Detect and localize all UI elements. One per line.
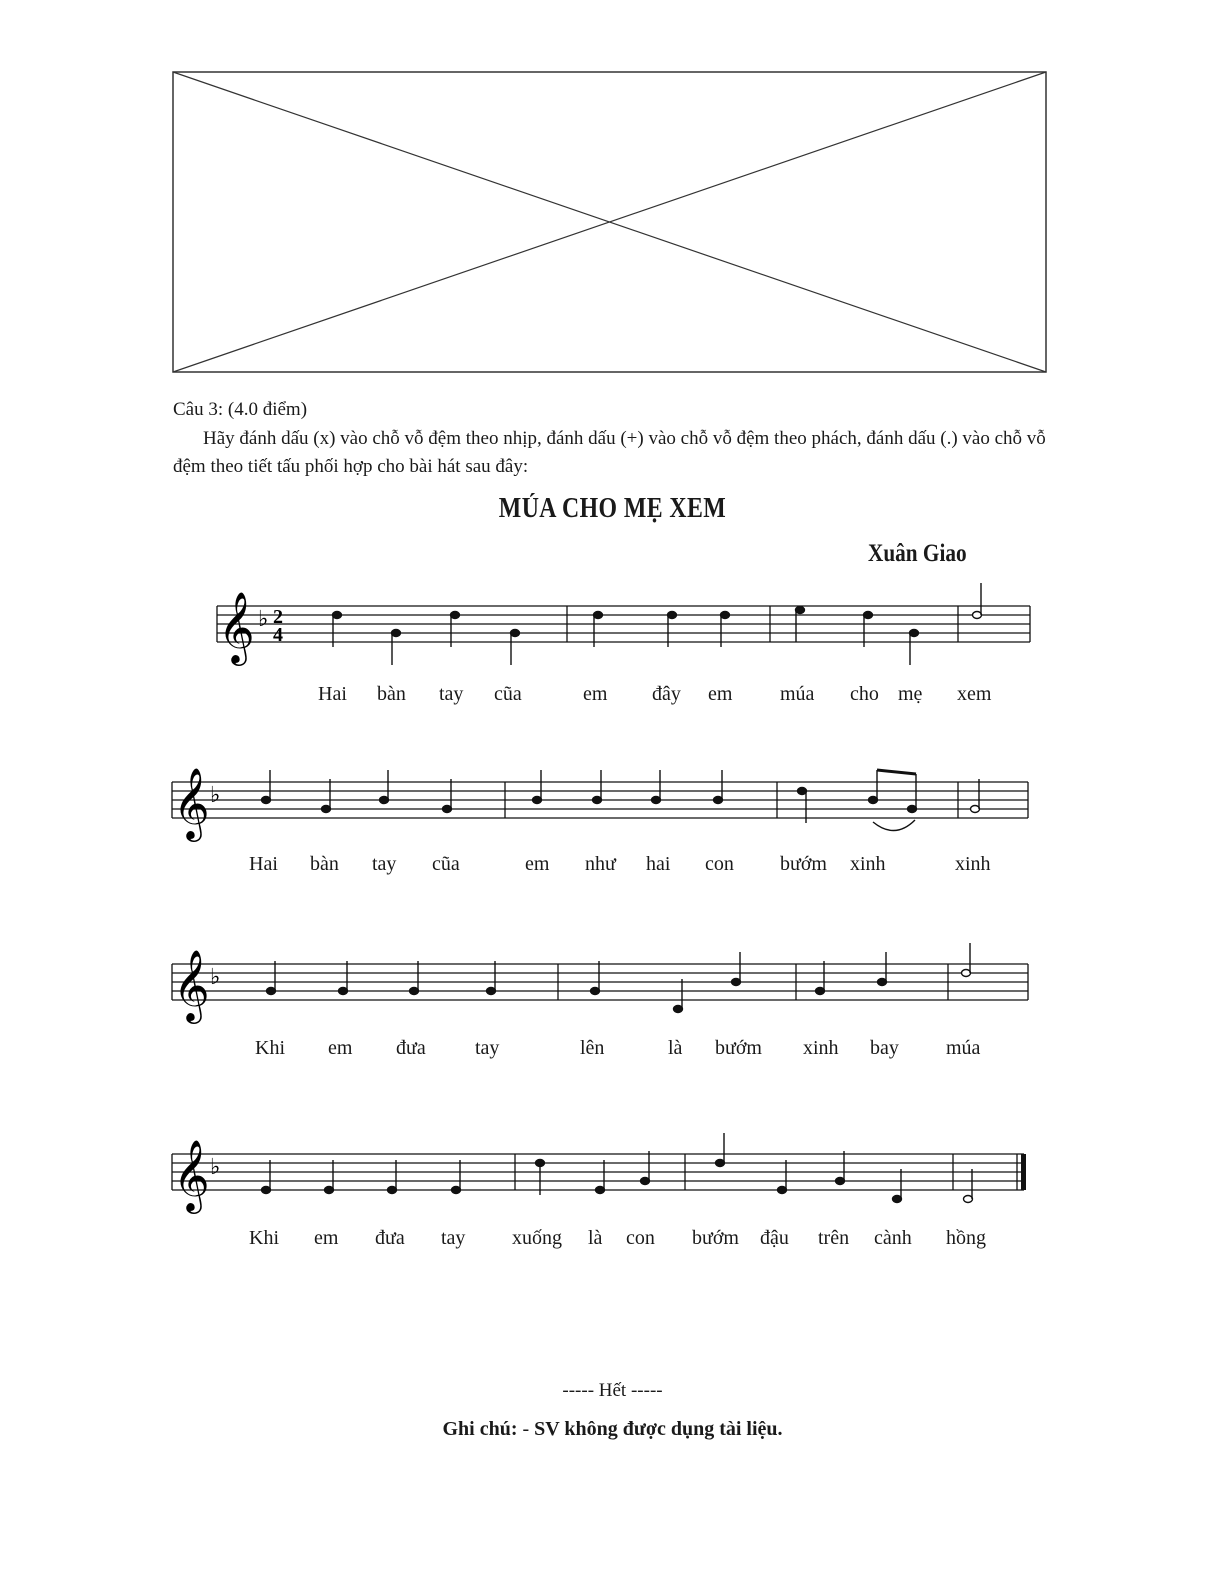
lyric-word: cũa — [432, 853, 460, 875]
lyric-word: bàn — [310, 853, 339, 875]
time-signature: 2 — [273, 606, 283, 628]
svg-text:4: 4 — [273, 624, 283, 646]
lyric-word: tay — [475, 1037, 500, 1059]
flat-icon: ♭ — [210, 783, 221, 808]
lyric-word: xinh — [955, 853, 991, 875]
lyric-word: múa — [780, 683, 815, 705]
lyric-word: Hai — [318, 683, 347, 705]
lyric-word: em — [328, 1037, 353, 1059]
lyric-word: xuống — [512, 1227, 562, 1249]
lyric-word: xinh — [850, 853, 886, 875]
lyric-word: đưa — [396, 1037, 426, 1059]
flat-icon: ♭ — [258, 607, 269, 632]
staff-line-3 — [0, 930, 1225, 1080]
lyric-word: em — [583, 683, 608, 705]
lyric-word: em — [314, 1227, 339, 1249]
composer: Xuân Giao — [868, 540, 967, 567]
treble-clef-icon: 𝄞 — [173, 948, 210, 1021]
lyric-word: xinh — [803, 1037, 839, 1059]
lyric-word: bướm — [692, 1227, 739, 1249]
lyric-word: Hai — [249, 853, 278, 875]
lyric-word: xem — [957, 683, 992, 705]
lyric-word: múa — [946, 1037, 981, 1059]
staff-line-2 — [0, 748, 1225, 898]
end-marker: ----- Hết ----- — [562, 1380, 663, 1401]
lyric-word: tay — [441, 1227, 466, 1249]
treble-clef-icon: 𝄞 — [173, 1138, 210, 1211]
lyric-word: cành — [874, 1227, 912, 1249]
lyric-word: tay — [372, 853, 397, 875]
lyric-word: là — [668, 1037, 683, 1059]
lyric-word: đưa — [375, 1227, 405, 1249]
lyric-word: con — [705, 853, 734, 875]
question-heading: Câu 3: (4.0 điểm) — [173, 399, 308, 420]
lyric-word: em — [708, 683, 733, 705]
lyric-word: bàn — [377, 683, 406, 705]
lyric-word: hai — [646, 853, 671, 875]
footer-note — [0, 1418, 1225, 1441]
lyric-word: mẹ — [898, 683, 923, 705]
lyric-word: bướm — [780, 853, 827, 875]
staff-line-4 — [0, 1120, 1225, 1270]
lyric-word: lên — [580, 1037, 605, 1059]
lyric-word: Khi — [249, 1227, 279, 1249]
lyric-word: Khi — [255, 1037, 285, 1059]
staff-line-1 — [0, 570, 1225, 720]
lyric-word: đây — [652, 683, 681, 705]
lyric-word: là — [588, 1227, 603, 1249]
lyric-word: em — [525, 853, 550, 875]
lyric-word: trên — [818, 1227, 850, 1249]
lyric-word: tay — [439, 683, 464, 705]
image-placeholder — [172, 71, 1047, 373]
lyric-word: như — [585, 853, 616, 875]
flat-icon: ♭ — [210, 965, 221, 990]
lyric-word: cho — [850, 683, 879, 705]
note-text: SV không được dụng tài liệu. — [534, 1418, 783, 1440]
treble-clef-icon: 𝄞 — [218, 590, 255, 663]
lyric-word: đậu — [760, 1227, 789, 1249]
note-dash: - — [522, 1418, 530, 1440]
lyric-word: bướm — [715, 1037, 762, 1059]
flat-icon: ♭ — [210, 1155, 221, 1180]
treble-clef-icon: 𝄞 — [173, 766, 210, 839]
lyric-word: bay — [870, 1037, 899, 1059]
song-title: MÚA CHO MẸ XEM — [498, 493, 727, 524]
note-label: Ghi chú: — [442, 1418, 518, 1440]
lyric-word: con — [626, 1227, 655, 1249]
question-body: Hãy đánh dấu (x) vào chỗ vỗ đệm theo nhịp, đánh dấu (+) vào chỗ vỗ đệm theo phách, đánh dấu (.) vào chỗ vỗ đệm theo tiết tấu phối hợp cho bài hát sau đây: — [173, 428, 1046, 477]
lyric-word: cũa — [494, 683, 522, 705]
lyric-word: hồng — [946, 1227, 986, 1249]
